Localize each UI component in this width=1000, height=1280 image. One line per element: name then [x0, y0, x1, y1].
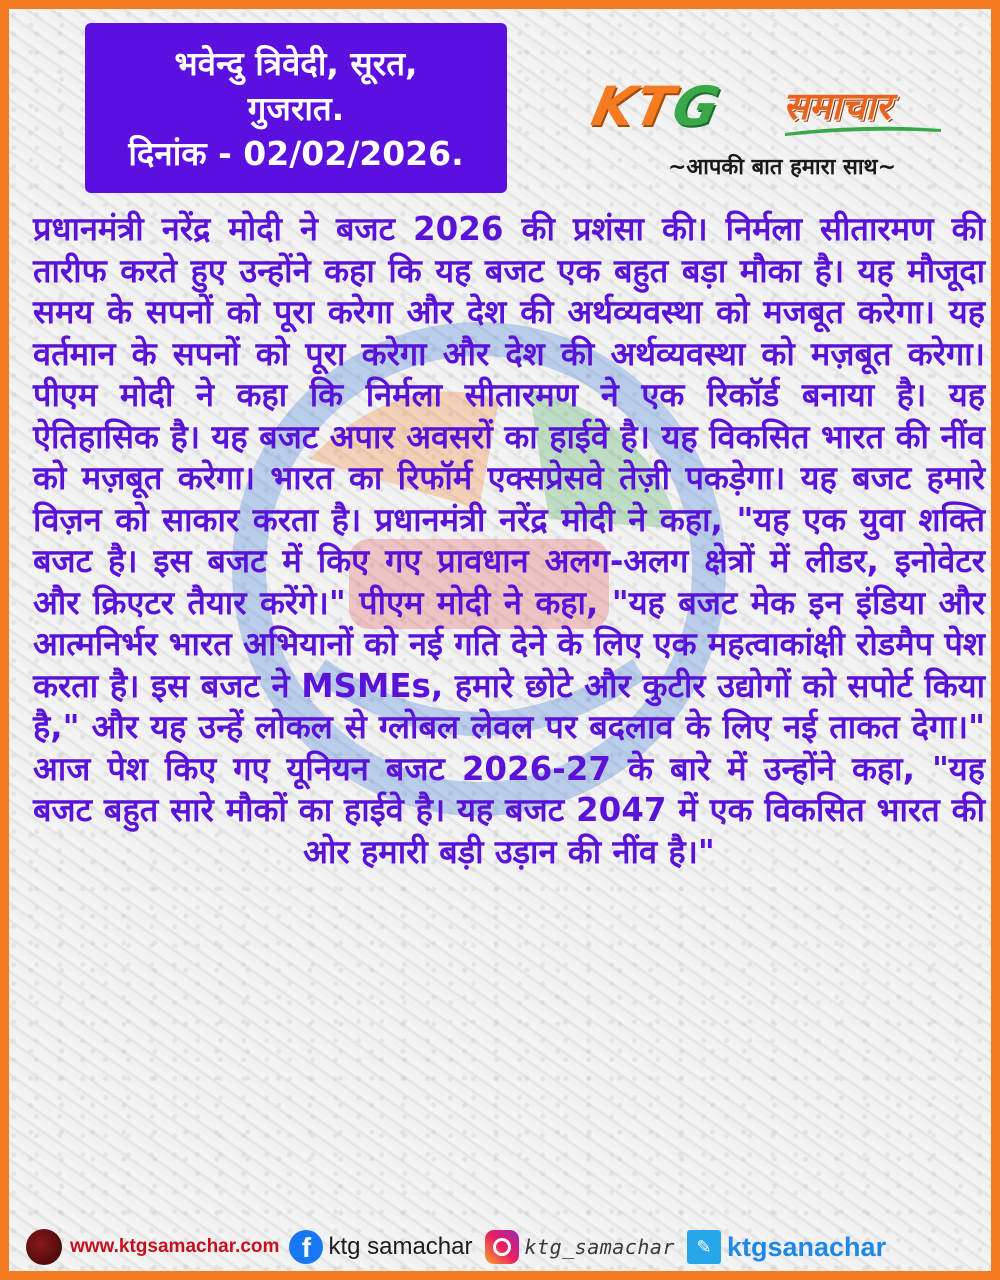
koo-icon: ✎: [687, 1230, 721, 1264]
brand-logo: [587, 71, 967, 181]
koo-link[interactable]: [687, 1225, 886, 1269]
logo-samachar-text: समाचार: [783, 84, 891, 128]
logo-kt: KT: [586, 75, 681, 138]
footer-bar: [18, 1214, 1000, 1280]
byline-box: [85, 23, 507, 193]
article-body: प्रधानमंत्री नरेंद्र मोदी ने बजट 2026 की प्रशंसा की। निर्मला सीतारमण की तारीफ करते हुए उन्होंने कहा कि यह बजट एक बहुत बड़ा मौका है। यह मौजूदा समय के सपनों को पूरा करेगा और देश की अर्थव्यवस्था को मजबूत करेगा। यह वर्तमान के सपनों को पूरा करेगा और देश की अर्थव्यवस्था को मज़बूत करेगा। पीएम मोदी ने कहा कि निर्मला सीतारमण ने एक रिकॉर्ड बनाया है। यह ऐतिहासिक है। यह बजट अपार अवसरों का हाईवे है। यह विकसित भारत की नींव को मज़बूत करेगा। भारत का रिफॉर्म एक्सप्रेसवे तेज़ी पकड़ेगा। यह बजट हमारे विज़न को साकार करता है। प्रधानमंत्री नरेंद्र मोदी ने कहा, "यह एक युवा शक्ति बजट है। इस बजट में किए गए प्रावधान अलग-अलग क्षेत्रों में लीडर, इनोवेटर और क्रिएटर तैयार करेंगे।" पीएम मोदी ने कहा, "यह बजट मेक इन इंडिया और आत्मनिर्भर भारत अभियानों को नई गति देने के लिए एक महत्वाकांक्षी रोडमैप पेश करता है। इस बजट ने MSMEs, हमारे छोटे और कुटीर उद्योगों को सपोर्ट किया है," और यह उन्हें लोकल से ग्लोबल लेवल पर बदलाव के लिए नई ताकत देगा।" आज पेश किए गए यूनियन बजट 2026-27 के बारे में उन्होंने कहा, "यह बजट बहुत सारे मौकों का हाईवे है। यह बजट 2047 में एक विकसित भारत की ओर हमारी बड़ी उड़ान की नींव है।": [33, 210, 985, 871]
logo-g: G: [666, 75, 726, 138]
koo-handle: ktgsanachar: [727, 1231, 887, 1262]
globe-icon: [26, 1229, 62, 1265]
instagram-handle: ktg_samachar: [524, 1235, 675, 1259]
website-text: www.ktgsamachar.com: [70, 1236, 280, 1257]
website-link[interactable]: [18, 1225, 289, 1269]
instagram-link[interactable]: [485, 1225, 688, 1269]
byline-author: भवेन्दु त्रिवेदी, सूरत,: [174, 43, 418, 83]
byline-date: दिनांक - 02/02/2026.: [128, 133, 464, 173]
facebook-handle: ktg samachar: [328, 1233, 473, 1260]
facebook-link[interactable]: [289, 1225, 484, 1269]
brand-tagline: ~आपकी बात हमारा साथ~: [667, 155, 897, 180]
logo-swoosh-icon: [783, 123, 943, 137]
instagram-icon: [485, 1230, 519, 1264]
logo-ktg-text: [586, 75, 725, 138]
facebook-icon: f: [289, 1230, 323, 1264]
byline-state: गुजरात.: [247, 88, 345, 128]
